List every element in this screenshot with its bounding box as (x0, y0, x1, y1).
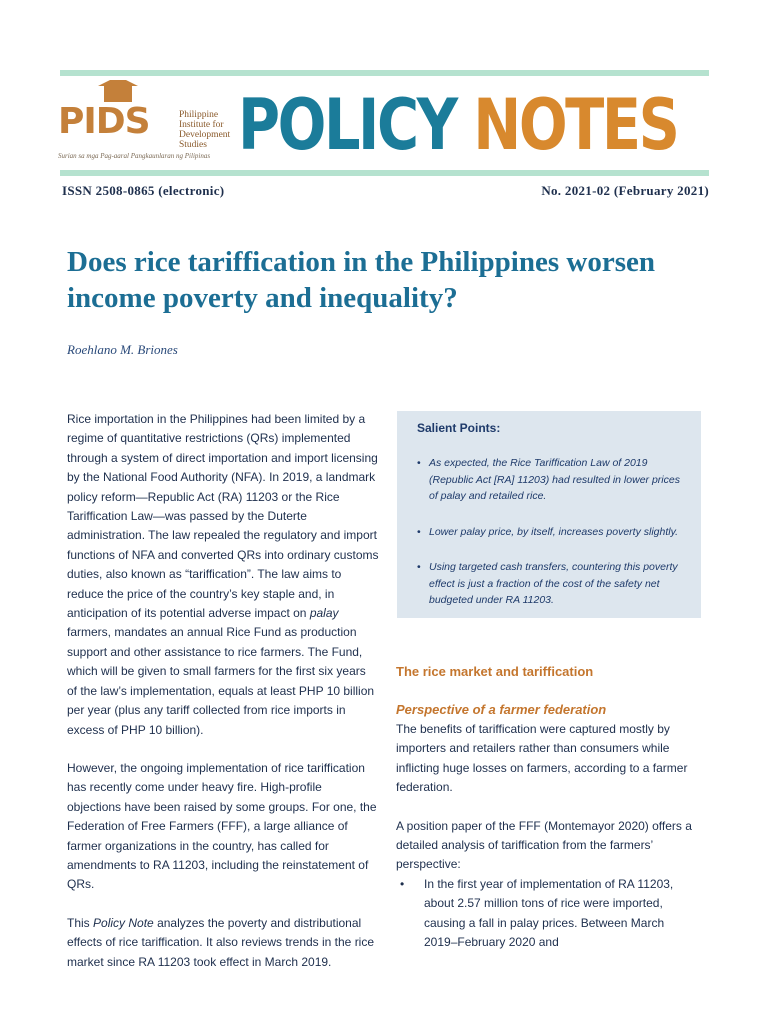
right-column (396, 720, 700, 952)
salient-point: • As expected, the Rice Tariffication Law of 2019 (Republic Act [RA] 11203) had resulted in lower prices of palay and retailed rice. (417, 457, 680, 502)
salient-point: • Using targeted cash transfers, countering this poverty effect is just a fraction of the cost of the safety net budgeted under RA 11203. (417, 561, 678, 606)
masthead-title (238, 82, 678, 172)
section-heading: The rice market and tariffication (396, 664, 594, 679)
paragraph-purpose: This Policy Note analyzes the poverty and distributional effects of rice tariffication. It also reviews trends in the rice market since RA 11203 took effect in March 2019. (67, 915, 375, 969)
salient-points-box (397, 411, 701, 618)
paragraph-position-paper: A position paper of the FFF (Montemayor 2020) offers a detailed analysis of tariffication from the farmers’ perspective: (396, 818, 692, 872)
salient-point: • Lower palay price, by itself, increases poverty slightly. (417, 524, 685, 541)
article-title: Does rice tariffication in the Philippines worsen income poverty and inequality? (67, 246, 656, 314)
analysis-list (396, 875, 700, 953)
header-bottom-rule (60, 170, 709, 176)
masthead-policy: POLICY (238, 84, 456, 166)
list-item: • In the first year of implementation of RA 11203, about 2.57 million tons of rice were imported, causing a fall in palay prices. Between March 2019–February 2020 and (400, 876, 674, 950)
bullet-icon: • (417, 525, 421, 538)
logo-tagline: Surian sa mga Pag-aaral Pangkaunlaran ng Pilipinas (58, 152, 211, 160)
header-top-rule (60, 70, 709, 76)
paragraph-benefits: The benefits of tariffication were captured mostly by importers and retailers rather than consumers while inflicting huge losses on farmers, according to a farmer federation. (396, 722, 688, 795)
bullet-icon: • (400, 876, 405, 891)
article-author: Roehlano M. Briones (67, 342, 178, 357)
issue-number: No. 2021-02 (February 2021) (541, 183, 709, 198)
pids-logo (58, 80, 238, 166)
issn-number: ISSN 2508-0865 (electronic) (62, 183, 225, 198)
logo-wordmark: PIDS (58, 101, 150, 142)
sub-heading: Perspective of a farmer federation (396, 702, 607, 717)
logo-institution-name: Philippine Institute for Development Studies (179, 110, 231, 150)
paragraph-objections: However, the ongoing implementation of rice tariffication has recently come under heavy fire. High-profile objections have been raised by some groups. For one, the Federation of Free Farmers (FFF), a large alliance of farmer organizations in the country, has called for amendments to RA 11203, including the reinstatement of QRs. (67, 760, 377, 892)
salient-points-list (417, 455, 685, 609)
bullet-icon: • (417, 561, 421, 573)
bullet-icon: • (417, 457, 421, 469)
paragraph-intro: Rice importation in the Philippines had been limited by a regime of quantitative restrictions (QRs) implemented through a system of direct importation and import licensing by the National Food Authority (NFA). In 2019, a landmark policy reform—Republic Act (RA) 11203 or the Rice Tariffication Law—was passed by the Duterte administration. The law repealed the regulatory and import functions of NFA and converted QRs into ordinary customs duties, also known as “tariffication”. The law aims to reduce the price of the country’s key staple and, in anticipation of its potential adverse impact on palay farmers, mandates an annual Rice Fund as production support and other assistance to rice farmers. The Fund, which will be given to small farmers for the first six years of the law’s implementation, equals at least PHP 10 billion per year (plus any tariff collected from rice imports in excess of PHP 10 billion). (67, 412, 379, 737)
masthead-notes: NOTES (473, 84, 678, 166)
left-column (67, 410, 379, 991)
salient-points-heading: Salient Points: (417, 421, 501, 435)
